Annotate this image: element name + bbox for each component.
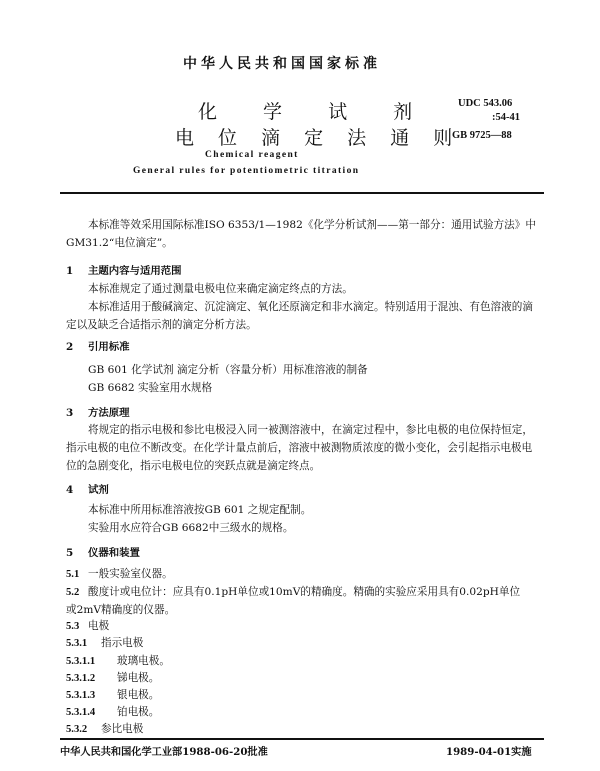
clause [66, 670, 159, 685]
clause [66, 704, 159, 719]
clause-text: 玻璃电极。 [117, 655, 170, 667]
udc-code-suffix: :54-41 [492, 112, 520, 123]
title-cn-line2: 电 位 滴 定 法 通 则 [175, 127, 462, 149]
paragraph-line: 本标准中所用标准溶液按GB 601 之规定配制。 [88, 504, 312, 516]
reference-line: GB 6682 实验室用水规格 [88, 382, 213, 394]
clause [66, 687, 159, 702]
clause-text: 锑电极。 [117, 672, 160, 684]
title-en-line2: General rules for potentiometric titration [133, 166, 360, 176]
clause-text: 铂电极。 [117, 706, 160, 718]
clause-continuation: 或2mV精确度的仪器。 [66, 604, 176, 616]
clause-text: 一般实验室仪器。 [88, 568, 173, 580]
section-heading [66, 404, 130, 419]
clause-text: 指示电极 [101, 637, 144, 649]
paragraph-line: 指示电极的电位不断改变。在化学计量点前后，溶液中被测物质浓度的微小变化，会引起指示电极电 [66, 442, 533, 454]
reference-line: GB 601 化学试剂 滴定分析（容量分析）用标准溶液的制备 [88, 364, 368, 376]
paragraph-line: 实验用水应符合GB 6682中三级水的规格。 [88, 522, 294, 534]
clause-number: 5.3.1.4 [66, 707, 96, 718]
footer-divider [60, 738, 544, 740]
udc-code: UDC 543.06 [458, 98, 513, 109]
clause [66, 653, 170, 668]
section-number: 5 [66, 547, 74, 559]
approval-statement: 中华人民共和国化学工业部1988-06-20批准 [60, 746, 268, 758]
clause-text: 参比电极 [101, 723, 144, 735]
paragraph-line: 定以及缺乏合适指示剂的滴定分析方法。 [66, 319, 257, 331]
title-cn-line1: 化 学 试 剂 [198, 101, 433, 123]
clause-text: 电极 [88, 620, 110, 632]
clause-number: 5.1 [66, 569, 80, 580]
intro-line-2: GM31.2“电位滴定”。 [66, 237, 173, 249]
section-number: 2 [66, 341, 74, 353]
paragraph-line: 位的急剧变化，指示电极电位的突跃点就是滴定终点。 [66, 460, 321, 472]
clause-number: 5.3 [66, 621, 80, 632]
clause [66, 584, 520, 599]
section-title: 引用标准 [88, 341, 130, 353]
section-title: 主题内容与适用范围 [88, 265, 182, 277]
section-number: 1 [66, 265, 74, 277]
paragraph-line: 本标准适用于酸碱滴定、沉淀滴定、氧化还原滴定和非水滴定。特别适用于混浊、有色溶液的滴 [88, 301, 533, 313]
clause-number: 5.3.1.1 [66, 656, 96, 667]
header-divider [60, 192, 544, 194]
section-heading [66, 481, 109, 496]
clause-number: 5.3.1.3 [66, 690, 96, 701]
intro-line-1: 本标准等效采用国际标准ISO 6353/1—1982《化学分析试剂——第一部分：通用试验方法》中 [88, 219, 536, 231]
clause-number: 5.3.1 [66, 638, 88, 649]
clause [66, 566, 173, 581]
section-number: 3 [66, 407, 74, 419]
clause [66, 618, 109, 633]
section-heading [66, 544, 140, 559]
implementation-date: 1989-04-01实施 [446, 746, 532, 758]
clause-number: 5.2 [66, 587, 80, 598]
national-standard-heading: 中华人民共和国国家标准 [183, 56, 381, 72]
clause [66, 635, 143, 650]
clause [66, 721, 143, 736]
section-heading [66, 262, 182, 277]
section-heading [66, 338, 130, 353]
paragraph-line: 本标准规定了通过测量电极电位来确定滴定终点的方法。 [88, 283, 353, 295]
title-en-line1: Chemical reagent [205, 150, 299, 160]
section-title: 试剂 [88, 484, 109, 496]
clause-number: 5.3.1.2 [66, 673, 96, 684]
clause-text: 酸度计或电位计：应具有0.1pH单位或10mV的精确度。精确的实验应采用具有0.02pH单位 [88, 586, 521, 598]
section-number: 4 [66, 484, 74, 496]
paragraph-line: 将规定的指示电极和参比电极浸入同一被测溶液中，在滴定过程中，参比电极的电位保持恒定， [88, 424, 533, 436]
clause-text: 银电极。 [117, 689, 160, 701]
gb-code: GB 9725—88 [452, 130, 512, 141]
clause-number: 5.3.2 [66, 724, 88, 735]
section-title: 仪器和装置 [88, 547, 140, 559]
section-title: 方法原理 [88, 407, 130, 419]
